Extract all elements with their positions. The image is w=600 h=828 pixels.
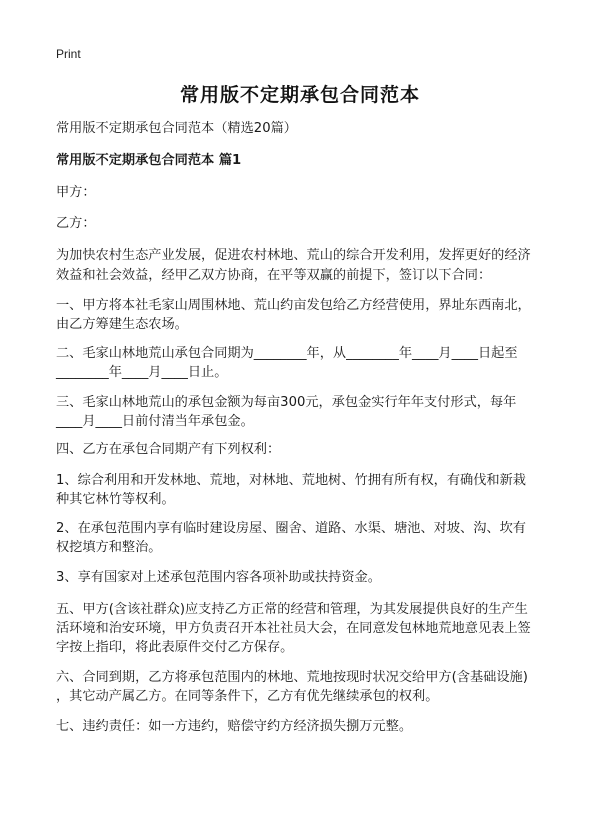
paragraph-line: 活环境和治安环境，甲方负责召开本社社员大会，在同意发包林地荒地意见表上签 xyxy=(56,621,531,636)
paragraph-line: ________年____月____日止。 xyxy=(56,365,228,380)
right-3: 3、享有国家对上述承包范围内容各项补助或扶持资金。 xyxy=(56,570,381,585)
paragraph-line: 二、毛家山林地荒山承包合同期为________年，从________年____月____日起至 xyxy=(56,346,518,361)
section-heading: 常用版不定期承包合同范本 篇1 xyxy=(56,153,242,168)
paragraph-line: 效益和社会效益，经甲乙双方协商，在平等双赢的前提下，签订以下合同： xyxy=(56,268,492,283)
paragraph-line: 五、甲方(含该社群众)应支持乙方正常的经营和管理，为其发展提供良好的生产生 xyxy=(56,602,528,617)
paragraph-line: 为加快农村生态产业发展，促进农村林地、荒山的综合开发利用，发挥更好的经济 xyxy=(56,248,531,263)
clause-7: 七、违约责任：如一方违约，赔偿守约方经济损失捌万元整。 xyxy=(56,719,413,734)
paragraph-line: 三、毛家山林地荒山的承包金额为每亩300元，承包金实行年年支付形式，每年 xyxy=(56,395,517,410)
paragraph-line: 1、综合利用和开发林地、荒地，对林地、荒地树、竹拥有所有权，有确伐和新栽 xyxy=(56,473,526,488)
print-link[interactable]: Print xyxy=(56,47,81,61)
paragraph-line: ，其它动产属乙方。在同等条件下，乙方有优先继续承包的权利。 xyxy=(56,689,439,704)
paragraph-line: 一、甲方将本社毛家山周围林地、荒山约亩发包给乙方经营使用，界址东西南北， xyxy=(56,298,531,313)
party-a-label: 甲方： xyxy=(56,185,96,200)
paragraph-line: 种其它林竹等权利。 xyxy=(56,492,175,507)
paragraph-line: 字按上指印，将此表原件交付乙方保存。 xyxy=(56,640,294,655)
clause-4: 四、乙方在承包合同期产有下列权利： xyxy=(56,442,281,457)
paragraph-line: 由乙方筹建生态农场。 xyxy=(56,317,188,332)
paragraph-line: 六、合同到期，乙方将承包范围内的林地、荒地按现时状况交给甲方(含基础设施) xyxy=(56,670,528,685)
paragraph-line: ____月____日前付清当年承包金。 xyxy=(56,414,254,429)
paragraph-line: 2、在承包范围内享有临时建设房屋、圈舍、道路、水渠、塘池、对坡、沟、坎有 xyxy=(56,521,526,536)
document-title: 常用版不定期承包合同范本 xyxy=(179,84,420,106)
party-b-label: 乙方： xyxy=(56,216,96,231)
paragraph-line: 权挖填方和整治。 xyxy=(56,540,162,555)
document-subtitle: 常用版不定期承包合同范本（精选20篇） xyxy=(56,121,297,136)
